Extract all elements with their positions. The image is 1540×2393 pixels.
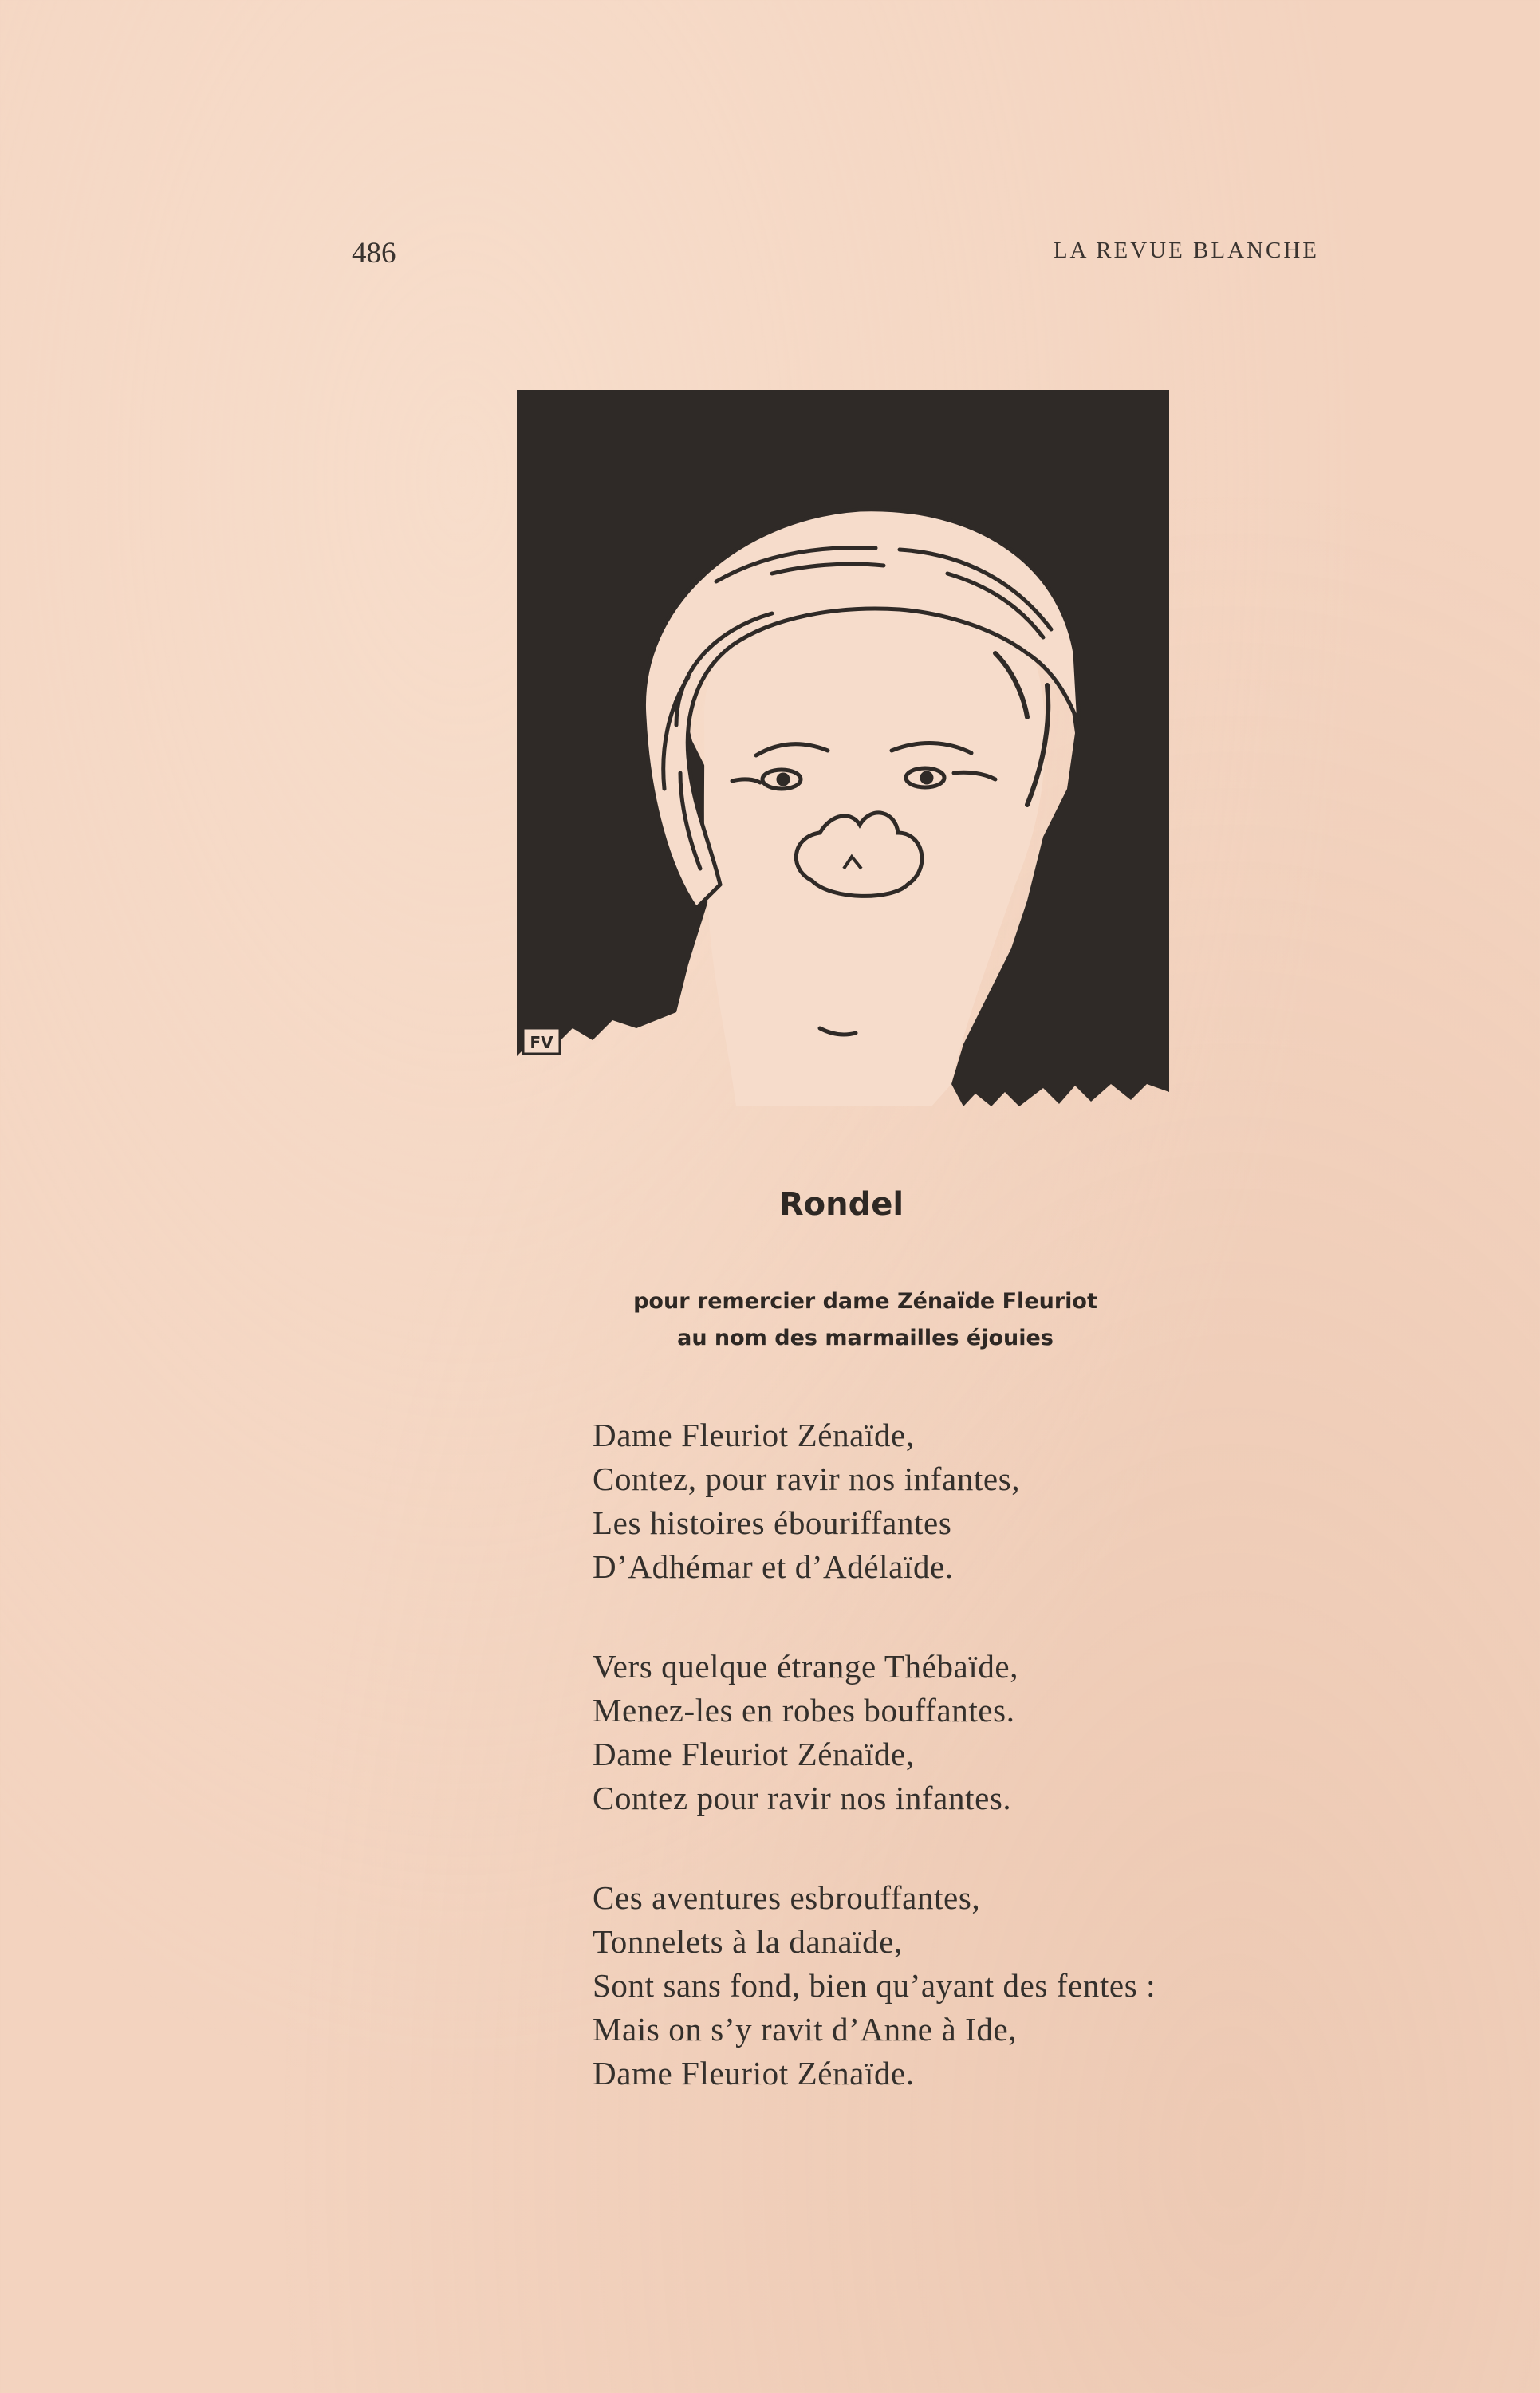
verse-line: Contez, pour ravir nos infantes, [593, 1461, 1021, 1497]
verse-line: Vers quelque étrange Thébaïde, [593, 1648, 1019, 1685]
verse-line: Mais on s’y ravit d’Anne à Ide, [593, 2011, 1018, 2048]
monogram-text: FV [530, 1033, 553, 1052]
verse-line: Dame Fleuriot Zénaïde. [593, 2055, 915, 2091]
stanza [593, 1413, 1156, 1589]
verse-line: Contez pour ravir nos infantes. [593, 1780, 1012, 1816]
verse-line: Dame Fleuriot Zénaïde, [593, 1417, 915, 1453]
verse-line: Tonnelets à la danaïde, [593, 1923, 903, 1960]
poem-body [593, 1413, 1156, 2151]
verse-line: D’Adhémar et d’Adélaïde. [593, 1548, 954, 1585]
verse-line: Les histoires ébouriffantes [593, 1504, 952, 1541]
verse-line: Sont sans fond, bien qu’ayant des fentes : [593, 1967, 1156, 2004]
dedication [586, 1283, 1144, 1357]
stanza [593, 1645, 1156, 1820]
stanza [593, 1876, 1156, 2095]
verse-line: Menez-les en robes bouffantes. [593, 1692, 1015, 1729]
page-number: 486 [352, 237, 396, 270]
poem-title: Rondel [778, 1186, 904, 1223]
woodcut-portrait [517, 390, 1169, 1106]
dedication-line: pour remercier dame Zénaïde Fleuriot [633, 1289, 1097, 1314]
verse-line: Ces aventures esbrouffantes, [593, 1879, 981, 1916]
running-title: LA REVUE BLANCHE [1053, 238, 1319, 263]
dedication-line: au nom des marmailles éjouies [677, 1326, 1054, 1350]
verse-line: Dame Fleuriot Zénaïde, [593, 1736, 915, 1772]
